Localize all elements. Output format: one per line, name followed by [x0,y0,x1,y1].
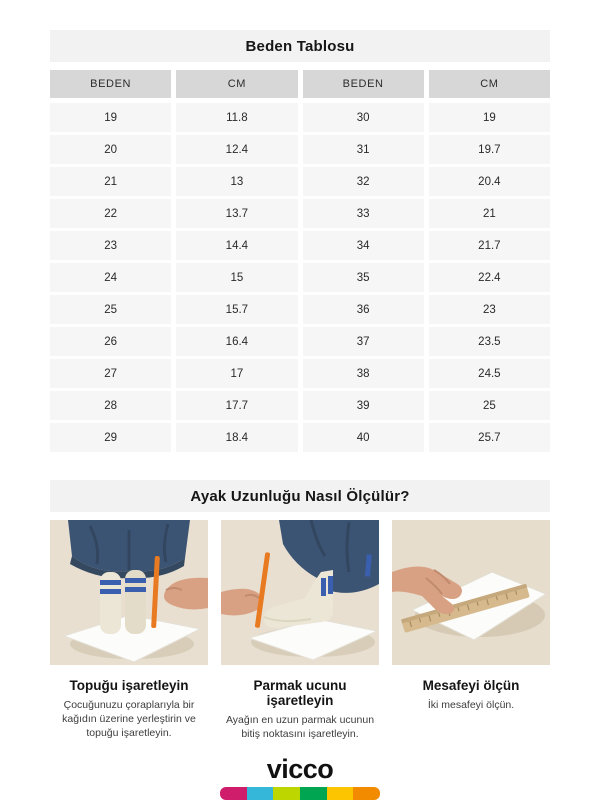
measure-section-title: Ayak Uzunluğu Nasıl Ölçülür? [190,487,410,505]
size-table-header-cell: CM [429,70,550,98]
size-table-cell: 15.7 [176,295,297,324]
size-table-cell: 28 [50,391,171,420]
step-description: Ayağın en uzun parmak ucunun bitiş noktasını işaretleyin. [225,714,375,741]
size-table-cell: 25 [50,295,171,324]
size-table-cell: 17.7 [176,391,297,420]
size-table-cell: 23 [429,295,550,324]
size-table-cell: 33 [303,199,424,228]
size-table-cell: 15 [176,263,297,292]
size-table-cell: 40 [303,423,424,452]
vicco-logo-color-bar [220,787,380,800]
size-table-title-bar [50,30,550,62]
measure-step-ruler [392,520,550,741]
size-table-cell: 22 [50,199,171,228]
size-table-cell: 12.4 [176,135,297,164]
size-table-cell: 14.4 [176,231,297,260]
logo-color-segment [327,787,354,800]
size-table-cell: 23.5 [429,327,550,356]
size-table-cell: 38 [303,359,424,388]
size-table-cell: 25.7 [429,423,550,452]
measure-step-toe [221,520,379,741]
size-table-cell: 19 [50,103,171,132]
size-table-cell: 21 [50,167,171,196]
step-heading: Mesafeyi ölçün [422,678,520,693]
size-table-cell: 29 [50,423,171,452]
step-description: Çocuğunuzu çoraplarıyla bir kağıdın üzerine yerleştirin ve topuğu işaretleyin. [62,699,196,740]
size-table-cell: 39 [303,391,424,420]
heel-marking-photo [50,520,208,665]
size-table-cell: 25 [429,391,550,420]
size-table-cell: 16.4 [176,327,297,356]
size-table-cell: 23 [50,231,171,260]
size-table-cell: 34 [303,231,424,260]
logo-color-segment [300,787,327,800]
size-table-header-cell: CM [176,70,297,98]
size-table-cell: 13.7 [176,199,297,228]
size-table-cell: 24.5 [429,359,550,388]
size-table-cell: 37 [303,327,424,356]
brand-footer [0,756,600,800]
size-table-cell: 24 [50,263,171,292]
measure-section-title-bar [50,480,550,512]
size-table-header-cell: BEDEN [303,70,424,98]
size-table-cell: 30 [303,103,424,132]
size-table-header-cell: BEDEN [50,70,171,98]
measure-steps [50,520,550,741]
size-table-cell: 11.8 [176,103,297,132]
size-table-cell: 27 [50,359,171,388]
toe-marking-photo [221,520,379,665]
ruler-measuring-photo [392,520,550,665]
size-table-cell: 36 [303,295,424,324]
measure-step-heel [50,520,208,741]
size-table [50,70,550,452]
logo-color-segment [220,787,247,800]
size-table-cell: 18.4 [176,423,297,452]
size-table-cell: 35 [303,263,424,292]
vicco-logo: vicco [266,754,334,784]
step-description: İki mesafeyi ölçün. [427,699,515,711]
step-heading: Topuğu işaretleyin [69,678,189,693]
size-table-cell: 21.7 [429,231,550,260]
size-table-title: Beden Tablosu [245,37,355,55]
size-table-cell: 21 [429,199,550,228]
logo-color-segment [353,787,380,800]
size-table-cell: 20 [50,135,171,164]
size-table-cell: 19 [429,103,550,132]
size-table-cell: 22.4 [429,263,550,292]
size-table-cell: 20.4 [429,167,550,196]
size-table-cell: 31 [303,135,424,164]
logo-color-segment [247,787,274,800]
size-table-cell: 13 [176,167,297,196]
size-table-cell: 26 [50,327,171,356]
size-table-cell: 32 [303,167,424,196]
logo-color-segment [273,787,300,800]
size-table-cell: 19.7 [429,135,550,164]
size-table-cell: 17 [176,359,297,388]
step-heading: Parmak ucunu işaretleyin [253,678,347,708]
